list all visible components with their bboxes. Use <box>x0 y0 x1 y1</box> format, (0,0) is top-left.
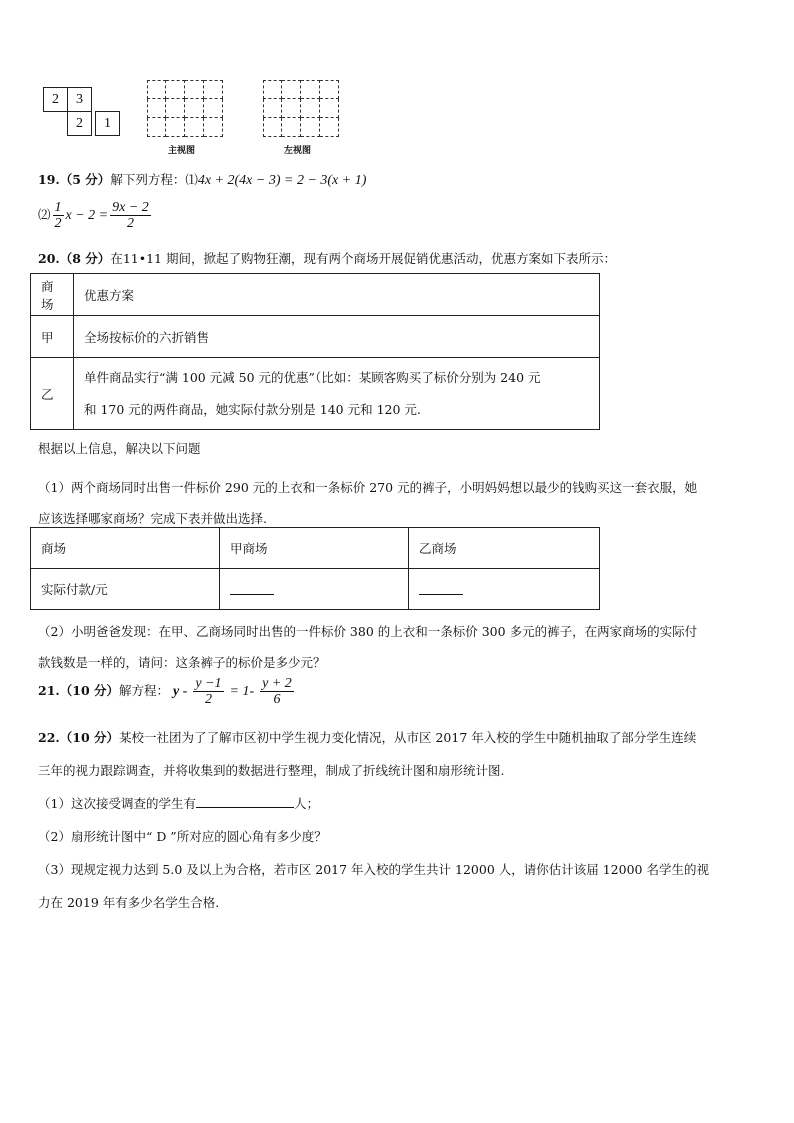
fraction-denominator: 6 <box>273 692 281 707</box>
part-label: ⑴ <box>185 172 198 187</box>
table-cell: 甲 <box>31 316 74 358</box>
question-number: 19. <box>38 172 60 187</box>
question-21 <box>38 676 296 707</box>
fraction <box>110 200 151 231</box>
text-line <box>38 787 709 820</box>
fraction-denominator: 2 <box>126 216 134 231</box>
answer-cell[interactable] <box>220 569 409 610</box>
question-text: 在11•11 期间，掀起了购物狂潮，现有两个商场开展促销优惠活动，优惠方案如下表所示： <box>110 251 616 266</box>
left-view-grid <box>263 80 339 137</box>
question-20 <box>38 250 616 268</box>
equation-part: y - <box>173 684 188 699</box>
text-line: （2）扇形统计图中“ D ”所对应的圆心角有多少度？ <box>38 829 327 844</box>
table-cell: 乙 <box>31 358 74 430</box>
cube-cell: 2 <box>43 87 68 112</box>
question-text: 某校一社团为了了解市区初中学生视力变化情况，从市区 2017 年入校的学生中随机抽取了部分学生连续 <box>119 730 697 745</box>
main-view-grid <box>147 80 223 137</box>
question-19 <box>38 171 366 190</box>
fraction <box>193 676 223 707</box>
intro-text: 根据以上信息，解决以下问题 <box>38 441 201 456</box>
payment-table <box>30 527 600 610</box>
text-line: 力在 2019 年有多少名学生合格. <box>38 895 220 910</box>
question-text: 解方程： <box>119 683 170 698</box>
table-cell: 商场 <box>31 274 74 316</box>
answer-blank[interactable] <box>419 580 463 595</box>
table-cell-line: 单件商品实行“满 100 元减 50 元的优惠”（比如：某顾客购买了标价分别为 240 元 <box>84 369 541 385</box>
text-line <box>38 721 709 754</box>
question-number: 20. <box>38 251 60 266</box>
question-19-part-2 <box>38 200 153 231</box>
table-cell: 实际付款/元 <box>31 569 220 610</box>
answer-cell[interactable] <box>409 569 600 610</box>
sub-question-text: （1）这次接受调查的学生有 <box>38 796 196 811</box>
fraction <box>53 200 64 231</box>
sub-question-2 <box>38 616 697 678</box>
question-22 <box>38 721 709 919</box>
question-text: 解下列方程： <box>110 172 186 187</box>
table-cell <box>74 358 600 430</box>
sub-question-text: 人； <box>293 796 319 811</box>
text-line: 应该选择哪家商场？完成下表并做出选择. <box>38 511 267 526</box>
cube-cell: 3 <box>67 87 92 112</box>
table-cell: 优惠方案 <box>74 274 600 316</box>
question-score: （10 分） <box>59 683 119 698</box>
main-view-label: 主视图 <box>168 146 196 156</box>
cube-cell: 1 <box>95 111 120 136</box>
promotion-table <box>30 273 600 430</box>
text-line: （1）两个商场同时出售一件标价 290 元的上衣和一条标价 270 元的裤子，小明妈妈想以最少的钱购买这一套衣服，她 <box>38 480 698 495</box>
text-line: 三年的视力跟踪调查，并将收集到的数据进行整理，制成了折线统计图和扇形统计图. <box>38 763 505 778</box>
text-line: 款钱数是一样的，请问：这条裤子的标价是多少元？ <box>38 655 326 670</box>
table-cell: 全场按标价的六折销售 <box>74 316 600 358</box>
fraction-numerator: 9x − 2 <box>112 200 149 215</box>
cube-cell: 2 <box>67 111 92 136</box>
fraction-numerator: 1 <box>54 200 62 215</box>
answer-blank[interactable] <box>196 793 294 808</box>
table-cell: 商场 <box>31 528 220 569</box>
equation-1: 4x + 2(4x − 3) = 2 − 3(x + 1) <box>197 173 367 188</box>
question-score: （5 分） <box>59 172 111 187</box>
fraction-numerator: y + 2 <box>262 676 292 691</box>
fraction-denominator: 2 <box>54 216 62 231</box>
sub-question-1 <box>38 472 697 534</box>
table-cell: 甲商场 <box>220 528 409 569</box>
question-score: （8 分） <box>59 251 111 266</box>
question-number: 22. <box>38 730 60 745</box>
text-line: （3）现规定视力达到 5.0 及以上为合格，若市区 2017 年入校的学生共计 12000 人，请你估计该届 12000 名学生的视 <box>38 862 709 877</box>
fraction-numerator: y −1 <box>195 676 222 691</box>
equation-part: = 1- <box>229 684 255 699</box>
table-cell-line: 和 170 元的两件商品，她实际付款分别是 140 元和 120 元. <box>84 401 421 417</box>
question-score: （10 分） <box>59 730 119 745</box>
text-line: （2）小明爸爸发现：在甲、乙商场同时出售的一件标价 380 的上衣和一条标价 300 多元的裤子，在两家商场的实际付 <box>38 624 698 639</box>
part-label: ⑵ <box>38 207 51 222</box>
question-number: 21. <box>38 683 60 698</box>
fraction <box>260 676 294 707</box>
answer-blank[interactable] <box>230 580 274 595</box>
left-view-label: 左视图 <box>284 146 312 156</box>
equation-2-middle: x − 2 = <box>65 208 109 223</box>
fraction-denominator: 2 <box>204 692 212 707</box>
table-cell: 乙商场 <box>409 528 600 569</box>
